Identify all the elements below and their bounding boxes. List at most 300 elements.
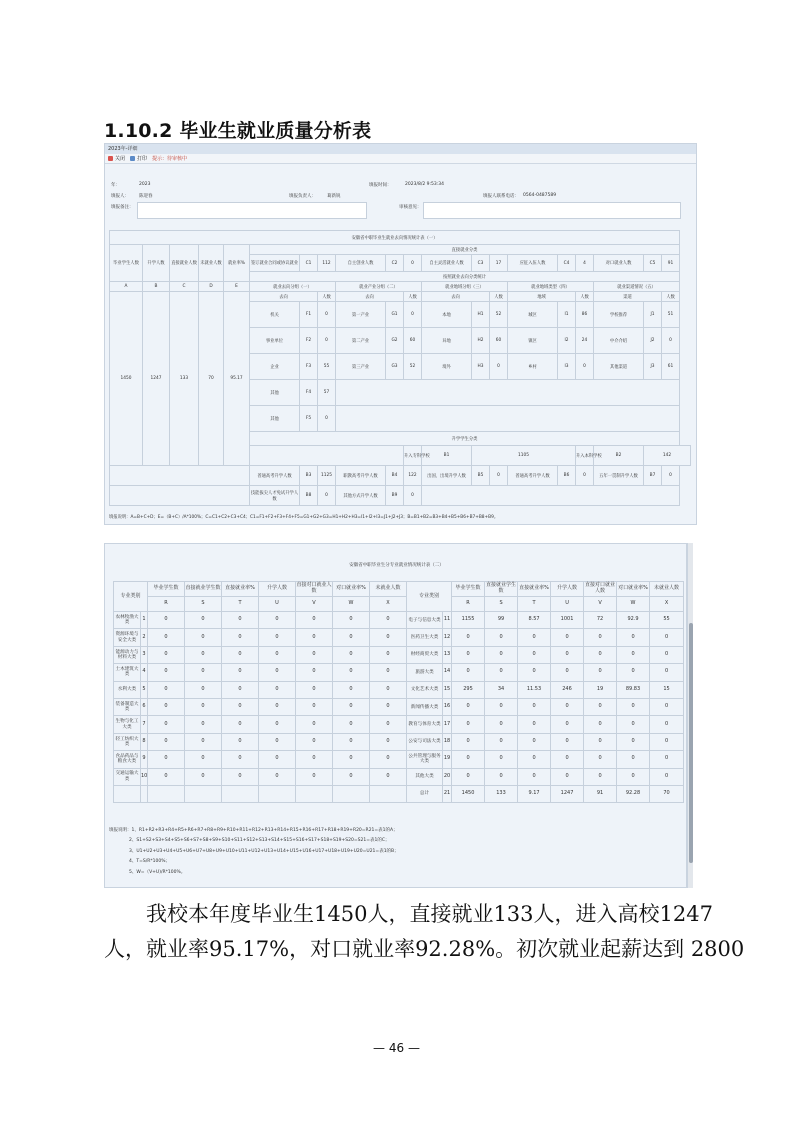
remark-input[interactable] xyxy=(137,202,367,219)
cell: 0 xyxy=(584,646,617,663)
col-header: 对口就业率% xyxy=(617,582,650,597)
cell: 72 xyxy=(584,612,617,629)
cell: 0 xyxy=(296,664,333,681)
remark-label: 填报备注： xyxy=(111,205,134,210)
cell: 0 xyxy=(485,646,518,663)
cell: 0 xyxy=(584,698,617,715)
cell: F3 xyxy=(300,354,318,380)
cell: H2 xyxy=(472,328,490,354)
group-subhead: 人数 xyxy=(490,292,508,302)
cell: 86 xyxy=(576,302,594,328)
cell: 0 xyxy=(318,302,336,328)
cell: 0 xyxy=(222,612,259,629)
cell: B8 xyxy=(300,486,318,506)
category-label: 农林牧渔大类 xyxy=(114,612,141,629)
cell: 第一产业 xyxy=(336,302,386,328)
group-subhead: 人数 xyxy=(404,292,422,302)
cell: 0 xyxy=(185,733,222,750)
dist-label: 对口就业人数 xyxy=(594,255,644,272)
cell: 0 xyxy=(490,354,508,380)
empty-cell xyxy=(422,486,680,506)
cell: 0 xyxy=(148,664,185,681)
cell: I3 xyxy=(558,354,576,380)
cell: 57 xyxy=(318,380,336,406)
cell: 出国、出境升学人数 xyxy=(422,466,472,486)
window-title: 2023年-详细 xyxy=(105,144,696,154)
cell: 升入专科学校 xyxy=(404,446,422,466)
audit-label: 审核意见： xyxy=(399,205,422,210)
cell: 城区 xyxy=(508,302,558,328)
cell: 0 xyxy=(551,646,584,663)
cell: 其他渠道 xyxy=(594,354,644,380)
cell: 普通高考升学人数 xyxy=(250,466,300,486)
col-header: 升学人数 xyxy=(259,582,296,597)
col-header: 就业率% xyxy=(224,245,250,282)
table-row xyxy=(114,646,684,663)
category-label: 资源环境与安全大类 xyxy=(114,629,141,646)
cell: 0 xyxy=(259,698,296,715)
col-letter: U xyxy=(551,597,584,612)
cell: 0 xyxy=(662,466,680,486)
status-tip: 提示：待审核中 xyxy=(152,155,188,162)
col-header: 专业类别 xyxy=(407,582,452,612)
group-header: 就业地域分组（三） xyxy=(422,282,508,292)
row-index: 11 xyxy=(443,612,452,629)
row-index: 5 xyxy=(141,681,148,698)
cell: F4 xyxy=(300,380,318,406)
col-letter: U xyxy=(259,597,296,612)
paragraph-line: 我校本年度毕业生1450人，直接就业133人，进入高校1247 xyxy=(146,902,713,926)
cell: 机关 xyxy=(250,302,300,328)
cell: F5 xyxy=(300,406,318,432)
category-label: 其他大类 xyxy=(407,768,443,785)
cell: 0 xyxy=(259,751,296,768)
table-caption: 安徽省中职毕业生就业去向情况统计表（一） xyxy=(110,231,680,245)
cell: 0 xyxy=(576,466,594,486)
empty-cell xyxy=(333,785,370,802)
sub-title: 按照就业去向分类统计 xyxy=(250,272,680,282)
employment-table-1 xyxy=(109,230,691,506)
cell: 0 xyxy=(318,328,336,354)
cell: 第二产业 xyxy=(336,328,386,354)
cell: 普通高考升学人数 xyxy=(508,466,558,486)
col-letter: W xyxy=(617,597,650,612)
category-label: 轻工纺织大类 xyxy=(114,733,141,750)
page-number: — 46 — xyxy=(373,1041,420,1055)
cell: 0 xyxy=(584,751,617,768)
empty-cell xyxy=(110,466,250,486)
section-heading: 1.10.2 毕业生就业质量分析表 xyxy=(104,120,372,142)
cell: 0 xyxy=(222,768,259,785)
col-header: 直接就业学生数 xyxy=(185,582,222,597)
table-body xyxy=(114,612,684,803)
row-index: 16 xyxy=(443,698,452,715)
col-header: 直接就业率% xyxy=(518,582,551,597)
empty-cell xyxy=(114,785,141,802)
empty-cell xyxy=(259,785,296,802)
cell: 0 xyxy=(148,698,185,715)
dist-value: 17 xyxy=(490,255,508,272)
phone-value: 0564-0487589 xyxy=(523,193,557,198)
cell: 92.28 xyxy=(617,785,650,802)
col-header: 直接就业率% xyxy=(222,582,259,597)
cell: 0 xyxy=(551,733,584,750)
cell: G3 xyxy=(386,354,404,380)
empty-cell xyxy=(250,446,404,466)
category-label: 水利大类 xyxy=(114,681,141,698)
cell: 0 xyxy=(662,328,680,354)
category-label: 土木建筑大类 xyxy=(114,664,141,681)
cell: 0 xyxy=(485,751,518,768)
cell: 0 xyxy=(333,664,370,681)
col-header: 升学人数 xyxy=(143,245,170,282)
cell: 122 xyxy=(404,466,422,486)
table-row xyxy=(114,751,684,768)
table-row xyxy=(114,733,684,750)
cell: 0 xyxy=(259,646,296,663)
cell: 0 xyxy=(452,646,485,663)
cell: 1155 xyxy=(452,612,485,629)
group-subhead: 人数 xyxy=(318,292,336,302)
cell: 0 xyxy=(452,629,485,646)
cell: 0 xyxy=(518,646,551,663)
col-letter: X xyxy=(650,597,684,612)
dist-value: 91 xyxy=(662,255,680,272)
cell: G2 xyxy=(386,328,404,354)
cell: 境外 xyxy=(422,354,472,380)
dist-code: C2 xyxy=(386,255,404,272)
cell: 0 xyxy=(185,612,222,629)
cell: 0 xyxy=(222,664,259,681)
cell: 第三产业 xyxy=(336,354,386,380)
screenshot-employment-table-1 xyxy=(104,143,697,525)
cell: I2 xyxy=(558,328,576,354)
cell: B6 xyxy=(558,466,576,486)
cell: 0 xyxy=(148,646,185,663)
cell: 133 xyxy=(485,785,518,802)
cell: 0 xyxy=(333,681,370,698)
category-label: 食品药品与粮食大类 xyxy=(114,751,141,768)
cell: 异地 xyxy=(422,328,472,354)
cell: 0 xyxy=(518,664,551,681)
cell: 1450 xyxy=(452,785,485,802)
cell: 0 xyxy=(617,733,650,750)
cell: 0 xyxy=(185,698,222,715)
cell: 0 xyxy=(296,681,333,698)
row-index: 7 xyxy=(141,716,148,733)
cell: 0 xyxy=(485,629,518,646)
col-letter: E xyxy=(224,282,250,292)
toolbar xyxy=(105,154,696,164)
cell: 0 xyxy=(650,646,684,663)
cell: 0 xyxy=(584,629,617,646)
value-cell: 133 xyxy=(170,292,199,466)
cell: 0 xyxy=(551,664,584,681)
cell: G1 xyxy=(386,302,404,328)
fill-note-1: 填报说明：A=B+C+D；E=（B+C）/A*100%；C=C1+C2+C3+C4；C1=F1+F2+F3+F4+F5=G1+G2+G3=H1+H2+H3=I1+I2+I3=J1+J2+J3；B=B1+B2=B3+B4+B5+B6+B7+B8+B9。 xyxy=(109,515,499,520)
cell: 0 xyxy=(222,698,259,715)
row-index: 4 xyxy=(141,664,148,681)
empty-cell xyxy=(110,486,250,506)
dist-code: C4 xyxy=(558,255,576,272)
cell: 技能拔尖人才免试升学人数 xyxy=(250,486,300,506)
cell: 99 xyxy=(485,612,518,629)
cell: 52 xyxy=(404,354,422,380)
cell: 0 xyxy=(259,612,296,629)
row-index: 8 xyxy=(141,733,148,750)
group-subhead: 人数 xyxy=(662,292,680,302)
col-letter: X xyxy=(370,597,407,612)
row-index: 2 xyxy=(141,629,148,646)
cell: 8.57 xyxy=(518,612,551,629)
row-index: 9 xyxy=(141,751,148,768)
category-label: 电子与信息大类 xyxy=(407,612,443,629)
cell: 0 xyxy=(650,698,684,715)
cell: 34 xyxy=(485,681,518,698)
close-button[interactable]: 关闭 xyxy=(108,154,125,164)
cell: 0 xyxy=(518,768,551,785)
cell: 0 xyxy=(404,486,422,506)
cell: 55 xyxy=(318,354,336,380)
scrollbar-thumb[interactable] xyxy=(689,623,693,863)
table-row xyxy=(114,681,684,698)
cell: 0 xyxy=(518,751,551,768)
cell: 0 xyxy=(518,698,551,715)
cell: H3 xyxy=(472,354,490,380)
cell: 60 xyxy=(404,328,422,354)
category-label: 能源动力与材料大类 xyxy=(114,646,141,663)
cell: 0 xyxy=(518,716,551,733)
cell: 1125 xyxy=(318,466,336,486)
print-button[interactable]: 打印 xyxy=(130,154,147,164)
cell: 0 xyxy=(333,751,370,768)
cell: 0 xyxy=(296,698,333,715)
cell: 企业 xyxy=(250,354,300,380)
cell: 0 xyxy=(551,768,584,785)
cell: 0 xyxy=(452,664,485,681)
cell: 0 xyxy=(148,751,185,768)
fill-time-label: 填报时间： xyxy=(369,183,392,188)
category-label: 装备制造大类 xyxy=(114,698,141,715)
cell: 0 xyxy=(318,486,336,506)
cell: 中介介绍 xyxy=(594,328,644,354)
body-paragraph xyxy=(104,897,745,967)
cell: 0 xyxy=(333,733,370,750)
cell: 0 xyxy=(617,698,650,715)
group-header: 就业产业分组（二） xyxy=(336,282,422,292)
paragraph-line: 人，就业率95.17%，对口就业率92.28%。初次就业起薪达到 2800 xyxy=(104,937,745,961)
category-label: 文化艺术大类 xyxy=(407,681,443,698)
cell: 1105 xyxy=(472,446,576,466)
col-header: 直接对口就业人数 xyxy=(296,582,333,597)
cell: 15 xyxy=(650,681,684,698)
cell: 0 xyxy=(333,716,370,733)
empty-cell xyxy=(296,785,333,802)
cell: 0 xyxy=(370,716,407,733)
category-label: 生物与化工大类 xyxy=(114,716,141,733)
group-header: 就业去向分组（一） xyxy=(250,282,336,292)
note-line: 2、S1+S2+S3+S4+S5+S6+S7+S8+S9+S10+S11+S12+S13+S14+S15+S16+S17+S18+S19+S20=S21=表1的C； xyxy=(129,838,390,844)
vertical-scrollbar[interactable] xyxy=(687,543,693,888)
cell: 0 xyxy=(452,751,485,768)
cell: 0 xyxy=(333,629,370,646)
distribution-title: 直接就业分类 xyxy=(250,245,680,255)
cell: I1 xyxy=(558,302,576,328)
cell: 0 xyxy=(222,681,259,698)
note-line: 4、T=S/R*100%； xyxy=(129,859,170,865)
group-subhead: 地域 xyxy=(508,292,576,302)
col-header: 毕业学生数 xyxy=(148,582,185,597)
cell: 0 xyxy=(296,716,333,733)
col-letter: W xyxy=(333,597,370,612)
cell: B3 xyxy=(300,466,318,486)
table-row xyxy=(110,466,691,486)
cell: 事业单位 xyxy=(250,328,300,354)
cell: 0 xyxy=(259,664,296,681)
print-icon xyxy=(130,156,135,161)
group-subhead: 去向 xyxy=(250,292,318,302)
cell: B1 xyxy=(422,446,472,466)
cell: 0 xyxy=(185,768,222,785)
cell: 0 xyxy=(185,751,222,768)
cell: 0 xyxy=(259,768,296,785)
category-label: 财经商贸大类 xyxy=(407,646,443,663)
row-index: 6 xyxy=(141,698,148,715)
group-subhead: 人数 xyxy=(576,292,594,302)
empty-cell xyxy=(141,785,148,802)
cell: 0 xyxy=(584,716,617,733)
cell: 0 xyxy=(370,664,407,681)
cell: 0 xyxy=(650,629,684,646)
dist-code: C1 xyxy=(300,255,318,272)
row-index: 10 xyxy=(141,768,148,785)
cell: 0 xyxy=(452,698,485,715)
fill-time-value: 2023/8/2 9:53:34 xyxy=(405,182,444,187)
cell: 职教高考升学人数 xyxy=(336,466,386,486)
category-label: 交通运输大类 xyxy=(114,768,141,785)
cell: 0 xyxy=(617,768,650,785)
cell: 52 xyxy=(490,302,508,328)
cell: 0 xyxy=(296,768,333,785)
cell: 0 xyxy=(296,646,333,663)
cell: 0 xyxy=(617,664,650,681)
cell: 0 xyxy=(222,716,259,733)
cell: 0 xyxy=(185,716,222,733)
cell: 0 xyxy=(370,751,407,768)
cell: 0 xyxy=(650,768,684,785)
cell: 11.53 xyxy=(518,681,551,698)
close-icon xyxy=(108,156,113,161)
filler-value: 陈迎春 xyxy=(139,194,153,199)
cell: 0 xyxy=(370,629,407,646)
col-letter: T xyxy=(222,597,259,612)
col-letter: C xyxy=(170,282,199,292)
group-subhead: 去向 xyxy=(422,292,490,302)
dist-value: 112 xyxy=(318,255,336,272)
col-header: 未就业人数 xyxy=(199,245,224,282)
cell: 1247 xyxy=(551,785,584,802)
dist-label: 自主创业人数 xyxy=(336,255,386,272)
cell: 0 xyxy=(650,664,684,681)
col-header: 毕业学生人数 xyxy=(110,245,143,282)
col-letter: R xyxy=(452,597,485,612)
table-row xyxy=(114,768,684,785)
table-row xyxy=(114,785,684,802)
screenshot-employment-table-2 xyxy=(104,543,687,888)
empty-cell xyxy=(148,785,185,802)
group-header: 就业地域类型（四） xyxy=(508,282,594,292)
fill-notes-2 xyxy=(109,826,399,878)
cell: 70 xyxy=(650,785,684,802)
col-letter: B xyxy=(143,282,170,292)
cell: B7 xyxy=(644,466,662,486)
cell: 92.9 xyxy=(617,612,650,629)
empty-cell xyxy=(222,785,259,802)
cell: 0 xyxy=(485,733,518,750)
head-label: 填报负责人： xyxy=(289,194,316,199)
cell: H1 xyxy=(472,302,490,328)
cell: 升入本科学校 xyxy=(576,446,594,466)
group-subhead: 渠道 xyxy=(594,292,662,302)
cell: 0 xyxy=(617,629,650,646)
cell: 0 xyxy=(333,612,370,629)
note-line: 5、W=（V+U)/R*100%。 xyxy=(129,869,186,875)
table-caption-2: 安徽省中职毕业生分专业就业情况统计表（二） xyxy=(349,563,444,568)
cell: 其他 xyxy=(250,406,300,432)
cell: 142 xyxy=(644,446,691,466)
col-letter: A xyxy=(110,282,143,292)
value-cell: 95.17 xyxy=(224,292,250,466)
category-label: 公安与司法大类 xyxy=(407,733,443,750)
cell: 0 xyxy=(259,681,296,698)
cell: 295 xyxy=(452,681,485,698)
cell: 0 xyxy=(148,716,185,733)
cell: 0 xyxy=(148,612,185,629)
cell: 0 xyxy=(617,716,650,733)
cell: 61 xyxy=(662,354,680,380)
cell: J1 xyxy=(644,302,662,328)
cell: 五年一贯制升学人数 xyxy=(594,466,644,486)
cell: 0 xyxy=(518,629,551,646)
cell: 0 xyxy=(485,768,518,785)
row-index: 20 xyxy=(443,768,452,785)
table-row xyxy=(114,716,684,733)
cell: 0 xyxy=(259,733,296,750)
dist-value: 4 xyxy=(576,255,594,272)
cell: 0 xyxy=(584,768,617,785)
cell: 0 xyxy=(584,664,617,681)
value-cell: 1450 xyxy=(110,292,143,466)
cell: 0 xyxy=(485,716,518,733)
dist-code: C5 xyxy=(644,255,662,272)
col-header: 直接对口就业人数 xyxy=(584,582,617,597)
table-row xyxy=(114,612,684,629)
cell: J3 xyxy=(644,354,662,380)
category-label: 总计 xyxy=(407,785,443,802)
group-header: 就业渠道情况（五） xyxy=(594,282,680,292)
dist-value: 0 xyxy=(404,255,422,272)
cell: 0 xyxy=(551,698,584,715)
row-index: 1 xyxy=(141,612,148,629)
cell: 0 xyxy=(333,768,370,785)
audit-input[interactable] xyxy=(423,202,681,219)
cell: 51 xyxy=(662,302,680,328)
cell: 0 xyxy=(259,629,296,646)
cell: 镇区 xyxy=(508,328,558,354)
cell: 0 xyxy=(148,629,185,646)
cell: 0 xyxy=(185,664,222,681)
col-header: 毕业学生数 xyxy=(452,582,485,597)
